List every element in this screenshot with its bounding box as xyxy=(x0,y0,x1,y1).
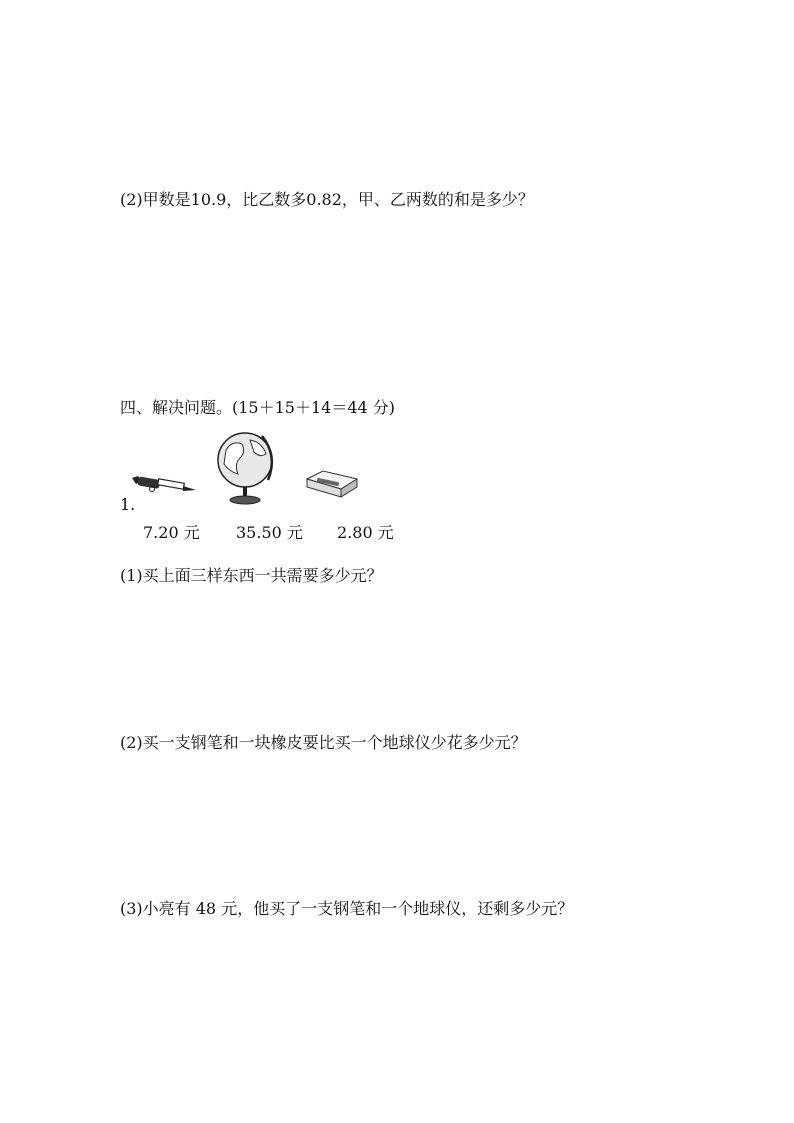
subquestion-1: (1)买上面三样东西一共需要多少元？ xyxy=(120,566,383,585)
price-label-eraser: 2.80 元 xyxy=(337,523,394,542)
price-label-globe: 35.50 元 xyxy=(236,523,303,542)
eraser-icon xyxy=(303,467,361,499)
section-title: 四、解决问题。(15＋15＋14＝44 分) xyxy=(120,398,396,417)
price-label-pen: 7.20 元 xyxy=(143,523,200,542)
subquestion-2: (2)买一支钢笔和一块橡皮要比买一个地球仪少花多少元？ xyxy=(120,733,527,752)
question-2-text: (2)甲数是10.9，比乙数多0.82，甲、乙两数的和是多少？ xyxy=(120,190,534,209)
problem-number: 1. xyxy=(120,495,136,514)
subquestion-3: (3)小亮有 48 元，他买了一支钢笔和一个地球仪，还剩多少元？ xyxy=(120,899,574,918)
globe-icon xyxy=(212,430,282,506)
pen-icon xyxy=(128,470,198,496)
